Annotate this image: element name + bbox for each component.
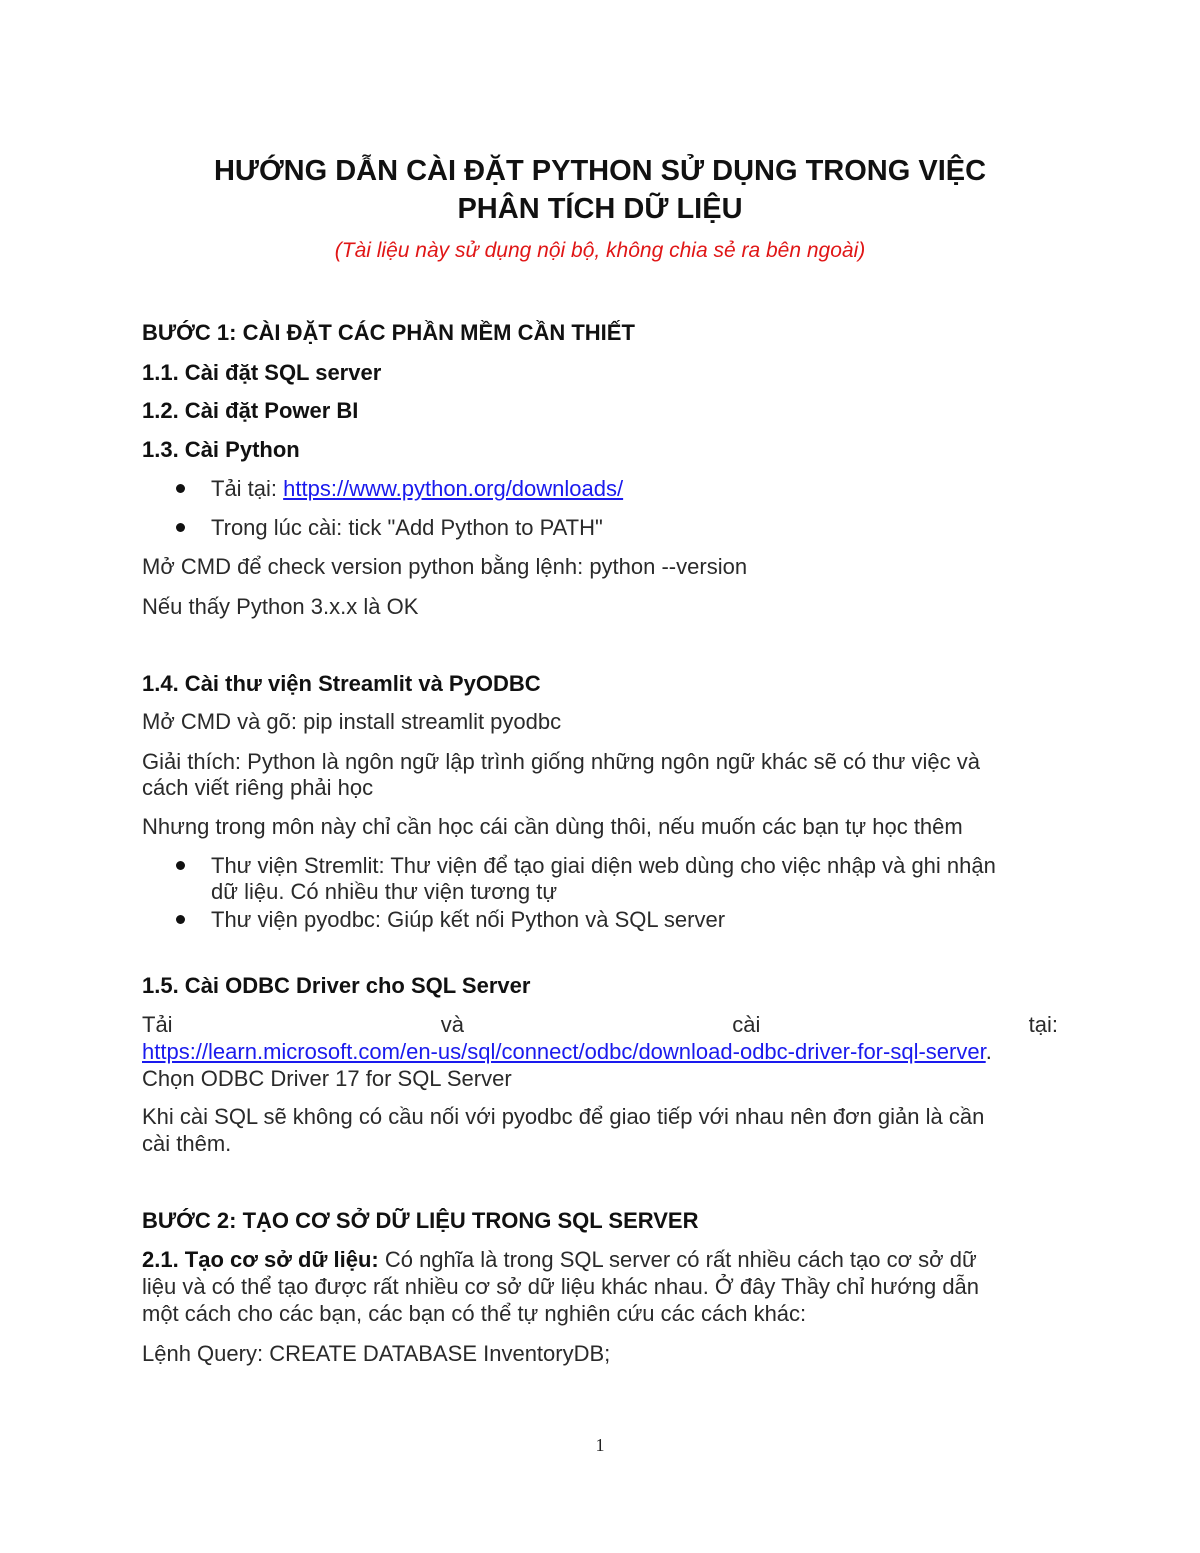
python-download-item [211, 476, 623, 502]
document-title-line2: PHÂN TÍCH DỮ LIỆU [457, 193, 743, 225]
course-note-text: Nhưng trong môn này chỉ cần học cái cần dùng thôi, nếu muốn các bạn tự học thêm [142, 814, 963, 839]
bullet-icon [176, 484, 185, 493]
streamlit-item-line1: Thư viện Stremlit: Thư viện để tạo giai diện web dùng cho việc nhập và ghi nhận [211, 853, 996, 878]
step2-heading: BƯỚC 2: TẠO CƠ SỞ DỮ LIỆU TRONG SQL SERVER [142, 1208, 699, 1233]
document-title-line1: HƯỚNG DẪN CÀI ĐẶT PYTHON SỬ DỤNG TRONG VIỆC [213, 155, 987, 187]
install-tip-item: Trong lúc cài: tick "Add Python to PATH" [211, 515, 603, 540]
section-1-3-heading: 1.3. Cài Python [142, 437, 300, 462]
bullet-icon [176, 915, 185, 924]
check-version-text: Mở CMD để check version python bằng lệnh: python --version [142, 554, 748, 579]
explanation-line1: Giải thích: Python là ngôn ngữ lập trình giống những ngôn ngữ khác sẽ có thư việc và [142, 749, 980, 774]
version-ok-text: Nếu thấy Python 3.x.x là OK [142, 594, 419, 619]
pip-install-text: Mở CMD và gõ: pip install streamlit pyodbc [142, 709, 562, 734]
section-2-1-label: 2.1. Tạo cơ sở dữ liệu: [142, 1247, 379, 1272]
word-tai-colon: tại: [1028, 1012, 1058, 1037]
section-2-1-text: Có nghĩa là trong SQL server có rất nhiều cách tạo cơ sở dữ [378, 1247, 977, 1272]
word-cai: cài [732, 1012, 761, 1037]
choose-driver-text: Chọn ODBC Driver 17 for SQL Server [142, 1066, 512, 1091]
pyodbc-item: Thư viện pyodbc: Giúp kết nối Python và SQL server [211, 907, 726, 932]
explanation-line2: cách viết riêng phải học [142, 775, 374, 800]
section-1-1-heading: 1.1. Cài đặt SQL server [142, 360, 382, 385]
step1-heading: BƯỚC 1: CÀI ĐẶT CÁC PHẦN MỀM CẦN THIẾT [142, 320, 635, 345]
download-label: Tải tại: [211, 476, 284, 501]
section-1-4-heading: 1.4. Cài thư viện Streamlit và PyODBC [142, 671, 541, 696]
word-va: và [440, 1012, 465, 1037]
python-download-link[interactable]: https://www.python.org/downloads/ [283, 476, 624, 501]
section-1-5-heading: 1.5. Cài ODBC Driver cho SQL Server [142, 973, 531, 998]
confidentiality-note: (Tài liệu này sử dụng nội bộ, không chia sẻ ra bên ngoài) [334, 239, 866, 262]
odbc-driver-link[interactable]: https://learn.microsoft.com/en-us/sql/connect/odbc/download-odbc-driver-for-sql-server [142, 1039, 986, 1064]
odbc-explanation-line1: Khi cài SQL sẽ không có cầu nối với pyodbc để giao tiếp với nhau nên đơn giản là cần [142, 1104, 985, 1129]
streamlit-item-line2: dữ liệu. Có nhiều thư viện tương tự [211, 879, 558, 904]
word-tai: Tải [142, 1012, 173, 1037]
odbc-link-line [142, 1039, 992, 1065]
section-2-1-line2: liệu và có thể tạo được rất nhiều cơ sở dữ liệu khác nhau. Ở đây Thầy chỉ hướng dẫn [142, 1274, 980, 1299]
create-database-query: Lệnh Query: CREATE DATABASE InventoryDB; [142, 1341, 611, 1366]
download-instruction-line [142, 1012, 1058, 1038]
bullet-icon [176, 861, 185, 870]
section-2-1-line3: một cách cho các bạn, các bạn có thể tự nghiên cứu các cách khác: [142, 1301, 807, 1326]
section-1-2-heading: 1.2. Cài đặt Power BI [142, 398, 359, 423]
page-number: 1 [595, 1435, 605, 1455]
link-period: . [985, 1039, 992, 1064]
odbc-explanation-line2: cài thêm. [142, 1131, 232, 1156]
section-2-1-line1 [142, 1247, 977, 1273]
bullet-icon [176, 523, 185, 532]
